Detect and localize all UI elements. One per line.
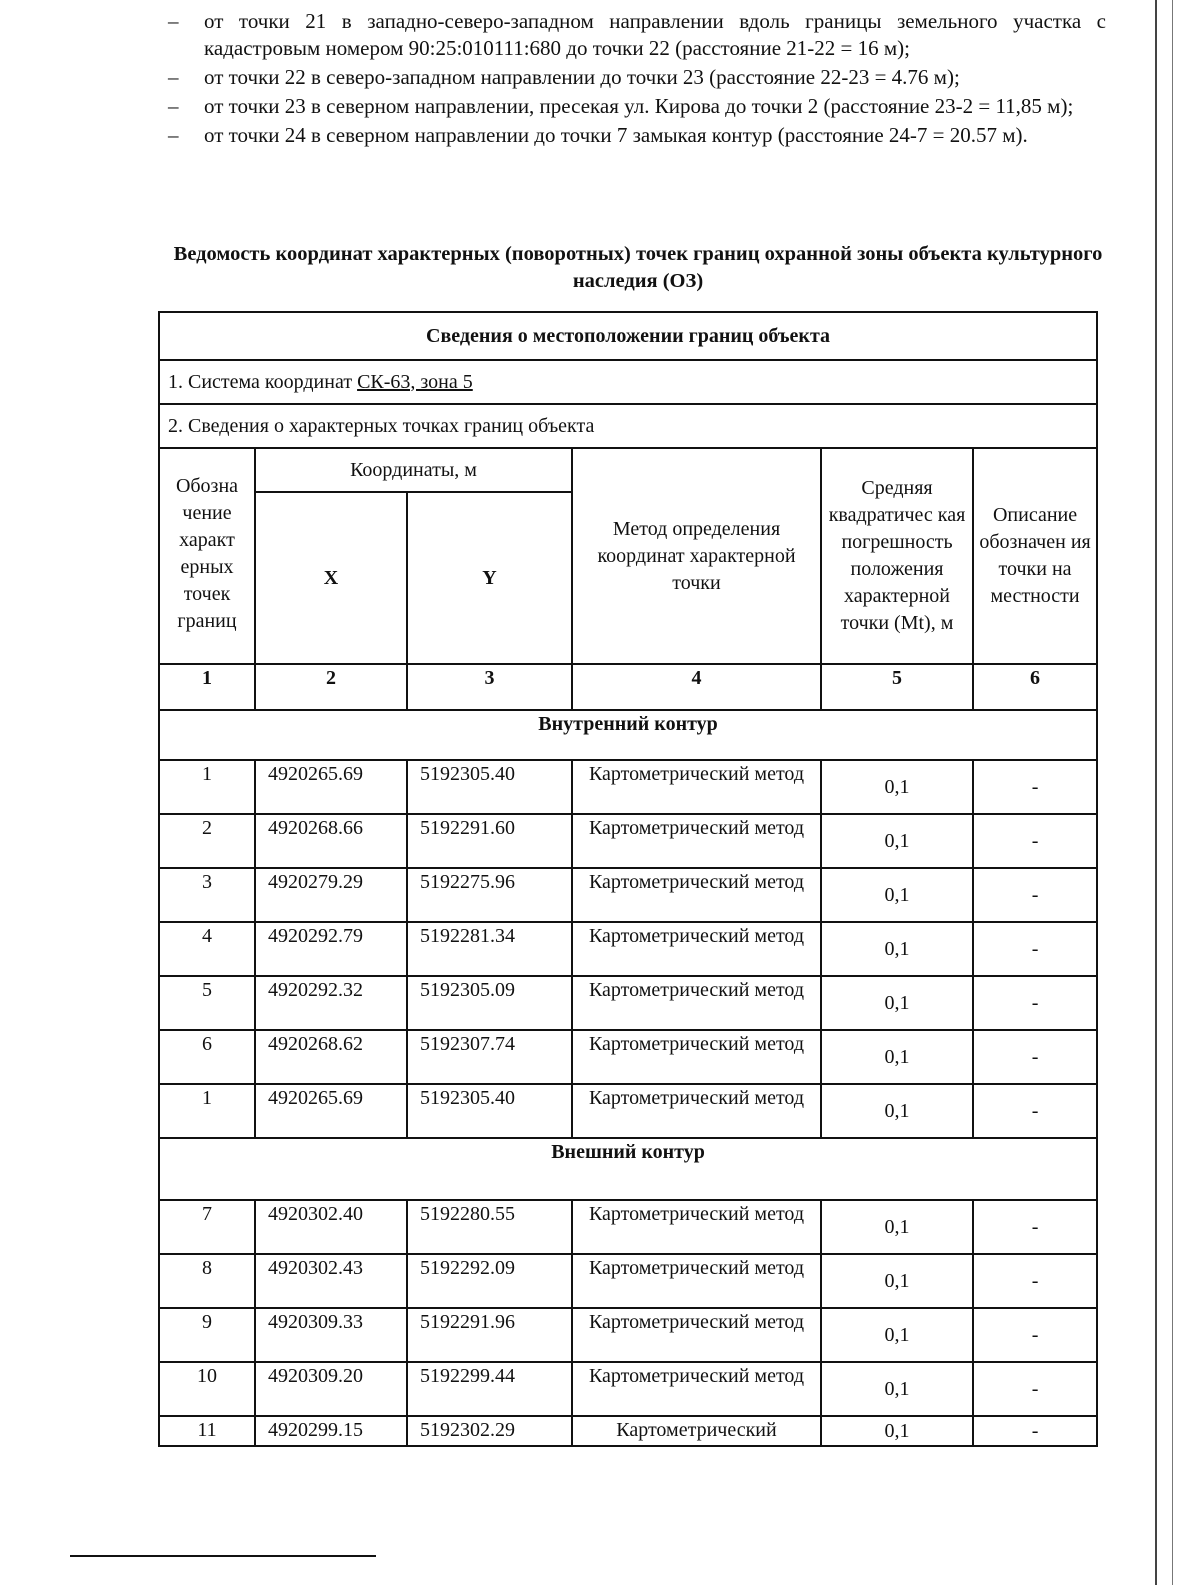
boundary-description-list: [168, 8, 1106, 151]
error-cell: 0,1: [821, 1254, 973, 1308]
list-item-text: от точки 21 в западно-северо-западном направлении вдоль границы земельного участка с кадастровым номером 90:25:010111:680 до точки 22 (расстояние 21-22 = 16 м);: [204, 9, 1106, 60]
point-number: 6: [159, 1030, 255, 1084]
table-row: [159, 760, 1097, 814]
list-item-text: от точки 24 в северном направлении до точки 7 замыкая контур (расстояние 24-7 = 20.57 м).: [204, 123, 1028, 147]
coordinate-x: 4920292.32: [255, 976, 407, 1030]
table-row: [159, 1362, 1097, 1416]
section-title: Сведения о местоположении границ объекта: [159, 312, 1097, 360]
inner-contour-rows: [159, 760, 1097, 1138]
scan-edge-line-secondary: [1172, 0, 1173, 1585]
coordinates-table: [158, 311, 1098, 1447]
error-cell: 0,1: [821, 976, 973, 1030]
table-row: [159, 868, 1097, 922]
point-number: 1: [159, 760, 255, 814]
table-row: [159, 814, 1097, 868]
coordinate-system-value: СК-63, зона 5: [357, 370, 473, 393]
outer-contour-title: Внешний контур: [159, 1138, 1097, 1200]
point-number: 7: [159, 1200, 255, 1254]
dash-marker: –: [168, 123, 179, 147]
column-number: 1: [159, 664, 255, 710]
table-row: [159, 1308, 1097, 1362]
coordinate-y: 5192292.09: [407, 1254, 572, 1308]
point-number: 9: [159, 1308, 255, 1362]
coordinate-y: 5192291.60: [407, 814, 572, 868]
scan-edge-line: [1155, 0, 1157, 1585]
column-number: 4: [572, 664, 821, 710]
table-row: [159, 922, 1097, 976]
coordinate-y: 5192299.44: [407, 1362, 572, 1416]
method-cell: Картометрический метод: [572, 1200, 821, 1254]
coordinate-x: 4920302.43: [255, 1254, 407, 1308]
header-coordinates: Координаты, м: [255, 448, 572, 492]
coordinate-y: 5192281.34: [407, 922, 572, 976]
description-cell: -: [973, 868, 1097, 922]
coordinate-x: 4920302.40: [255, 1200, 407, 1254]
inner-contour-title: Внутренний контур: [159, 710, 1097, 760]
coordinate-y: 5192275.96: [407, 868, 572, 922]
method-cell: Картометрический метод: [572, 1362, 821, 1416]
description-cell: -: [973, 922, 1097, 976]
column-numbers-row: [159, 664, 1097, 710]
coordinate-y: 5192280.55: [407, 1200, 572, 1254]
description-cell: -: [973, 976, 1097, 1030]
error-cell: 0,1: [821, 1084, 973, 1138]
table-row: [159, 1254, 1097, 1308]
point-number: 5: [159, 976, 255, 1030]
error-cell: 0,1: [821, 1416, 973, 1446]
method-cell: Картометрический метод: [572, 922, 821, 976]
description-cell: -: [973, 1254, 1097, 1308]
description-cell: -: [973, 1200, 1097, 1254]
method-cell: Картометрический: [572, 1416, 821, 1446]
table-row: [159, 1416, 1097, 1446]
error-cell: 0,1: [821, 1200, 973, 1254]
description-cell: -: [973, 814, 1097, 868]
coordinate-y: 5192291.96: [407, 1308, 572, 1362]
header-designation: Обозна чение характ ерных точек границ: [159, 448, 255, 664]
outer-contour-rows: [159, 1200, 1097, 1416]
point-number: 1: [159, 1084, 255, 1138]
description-cell: -: [973, 1416, 1097, 1446]
list-item: [168, 64, 1106, 91]
header-y: Y: [407, 492, 572, 664]
method-cell: Картометрический метод: [572, 976, 821, 1030]
error-cell: 0,1: [821, 1362, 973, 1416]
coordinate-y: 5192305.09: [407, 976, 572, 1030]
coordinate-x: 4920265.69: [255, 760, 407, 814]
coordinate-y: 5192307.74: [407, 1030, 572, 1084]
footnote-separator: [70, 1555, 376, 1557]
method-cell: Картометрический метод: [572, 868, 821, 922]
description-cell: -: [973, 1362, 1097, 1416]
coordinate-y: 5192302.29: [407, 1416, 572, 1446]
method-cell: Картометрический метод: [572, 1030, 821, 1084]
list-item: [168, 8, 1106, 62]
method-cell: Картометрический метод: [572, 760, 821, 814]
point-number: 10: [159, 1362, 255, 1416]
point-number: 8: [159, 1254, 255, 1308]
description-cell: -: [973, 1084, 1097, 1138]
point-number: 11: [159, 1416, 255, 1446]
points-info-row: 2. Сведения о характерных точках границ объекта: [159, 404, 1097, 448]
coordinate-x: 4920292.79: [255, 922, 407, 976]
dash-marker: –: [168, 9, 179, 33]
header-x: X: [255, 492, 407, 664]
method-cell: Картометрический метод: [572, 1254, 821, 1308]
column-number: 3: [407, 664, 572, 710]
description-cell: -: [973, 1030, 1097, 1084]
header-description: Описание обозначен ия точки на местности: [973, 448, 1097, 664]
error-cell: 0,1: [821, 868, 973, 922]
list-item: [168, 93, 1106, 120]
table-row: [159, 1030, 1097, 1084]
coordinate-system-row: [159, 360, 1097, 404]
coordinate-system-label: 1. Система координат: [168, 370, 358, 393]
table-row: [159, 1200, 1097, 1254]
coordinate-x: 4920268.62: [255, 1030, 407, 1084]
dash-marker: –: [168, 94, 179, 118]
error-cell: 0,1: [821, 1308, 973, 1362]
dash-marker: –: [168, 65, 179, 89]
method-cell: Картометрический метод: [572, 1308, 821, 1362]
list-item-text: от точки 22 в северо-западном направлении до точки 23 (расстояние 22-23 = 4.76 м);: [204, 65, 960, 89]
coordinate-x: 4920265.69: [255, 1084, 407, 1138]
point-number: 4: [159, 922, 255, 976]
column-number: 6: [973, 664, 1097, 710]
point-number: 3: [159, 868, 255, 922]
point-number: 2: [159, 814, 255, 868]
error-cell: 0,1: [821, 922, 973, 976]
description-cell: -: [973, 1308, 1097, 1362]
coordinate-x: 4920279.29: [255, 868, 407, 922]
description-cell: -: [973, 760, 1097, 814]
method-cell: Картометрический метод: [572, 1084, 821, 1138]
coordinate-x: 4920268.66: [255, 814, 407, 868]
header-method: Метод определения координат характерной точки: [572, 448, 821, 664]
method-cell: Картометрический метод: [572, 814, 821, 868]
column-number: 2: [255, 664, 407, 710]
list-item: [168, 122, 1106, 149]
table-row: [159, 976, 1097, 1030]
coordinate-x: 4920309.20: [255, 1362, 407, 1416]
header-error: Средняя квадратичес кая погрешность положения характерной точки (Mt), м: [821, 448, 973, 664]
column-number: 5: [821, 664, 973, 710]
table-row: [159, 1084, 1097, 1138]
coordinate-x: 4920299.15: [255, 1416, 407, 1446]
error-cell: 0,1: [821, 760, 973, 814]
coordinate-x: 4920309.33: [255, 1308, 407, 1362]
error-cell: 0,1: [821, 1030, 973, 1084]
list-item-text: от точки 23 в северном направлении, пресекая ул. Кирова до точки 2 (расстояние 23-2 = 11,85 м);: [204, 94, 1074, 118]
coordinate-y: 5192305.40: [407, 1084, 572, 1138]
coordinate-y: 5192305.40: [407, 760, 572, 814]
error-cell: 0,1: [821, 814, 973, 868]
document-heading: Ведомость координат характерных (поворотных) точек границ охранной зоны объекта культурного наследия (ОЗ): [173, 243, 1103, 292]
